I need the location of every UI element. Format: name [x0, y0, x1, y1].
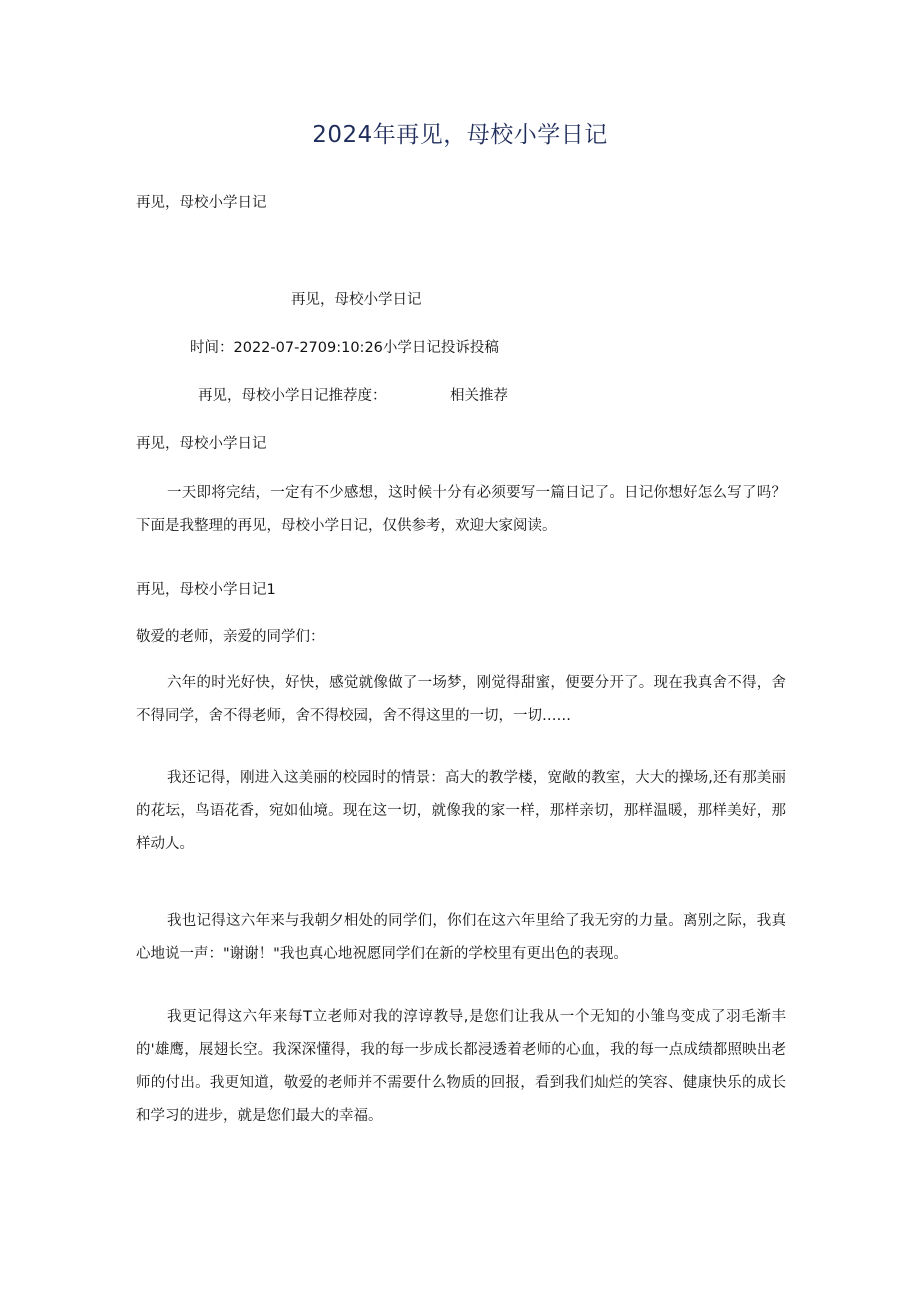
body-paragraph-4: 我更记得这六年来每T立老师对我的淳谆教导,是您们让我从一个无知的小雏鸟变成了羽毛渐丰的'雄鹰，展翅长空。我深深懂得，我的每一步成长都浸透着老师的心血，我的每一点成绩都照映出老师的付出。我更知道，敬爱的老师并不需要什么物质的回报，看到我们灿烂的笑容、健康快乐的成长和学习的进步，就是您们最大的幸福。 — [136, 1009, 786, 1124]
meta-line: 时间：2022-07-2709:10:26小学日记投诉投稿 — [190, 340, 499, 356]
document-subtitle: 再见，母校小学日记 — [136, 195, 267, 211]
section-title: 再见，母校小学日记1 — [136, 582, 276, 598]
intro-paragraph: 一天即将完结，一定有不少感想，这时候十分有必须要写一篇日记了。日记你想好怎么写了吗？下面是我整理的再见，母校小学日记，仅供参考，欢迎大家阅读。 — [136, 485, 786, 534]
body-paragraph-2: 我还记得，刚进入这美丽的校园时的情景：高大的教学楼，宽敞的教室，大大的操场,还有那美丽的花坛，鸟语花香，宛如仙境。现在这一切，就像我的家一样，那样亲切，那样温暖，那样美好，那样动人。 — [136, 770, 786, 852]
heading-repeat: 再见，母校小学日记 — [136, 436, 267, 452]
recommend-label: 再见，母校小学日记推荐度： — [198, 388, 387, 404]
greeting: 敬爱的老师，亲爱的同学们： — [136, 629, 325, 645]
body-paragraph-3: 我也记得这六年来与我朝夕相处的同学们，你们在这六年里给了我无穷的力量。离别之际，我真心地说一声："谢谢！"我也真心地祝愿同学们在新的学校里有更出色的表现。 — [136, 913, 786, 962]
related-label: 相关推荐 — [450, 388, 508, 404]
inner-title: 再见，母校小学日记 — [291, 292, 422, 308]
body-paragraph-1: 六年的时光好快，好快，感觉就像做了一场梦，刚觉得甜蜜，便要分开了。现在我真舍不得，舍不得同学，舍不得老师，舍不得校园，舍不得这里的一切，一切…… — [136, 675, 786, 724]
document-title: 2024年再见，母校小学日记 — [312, 122, 608, 148]
